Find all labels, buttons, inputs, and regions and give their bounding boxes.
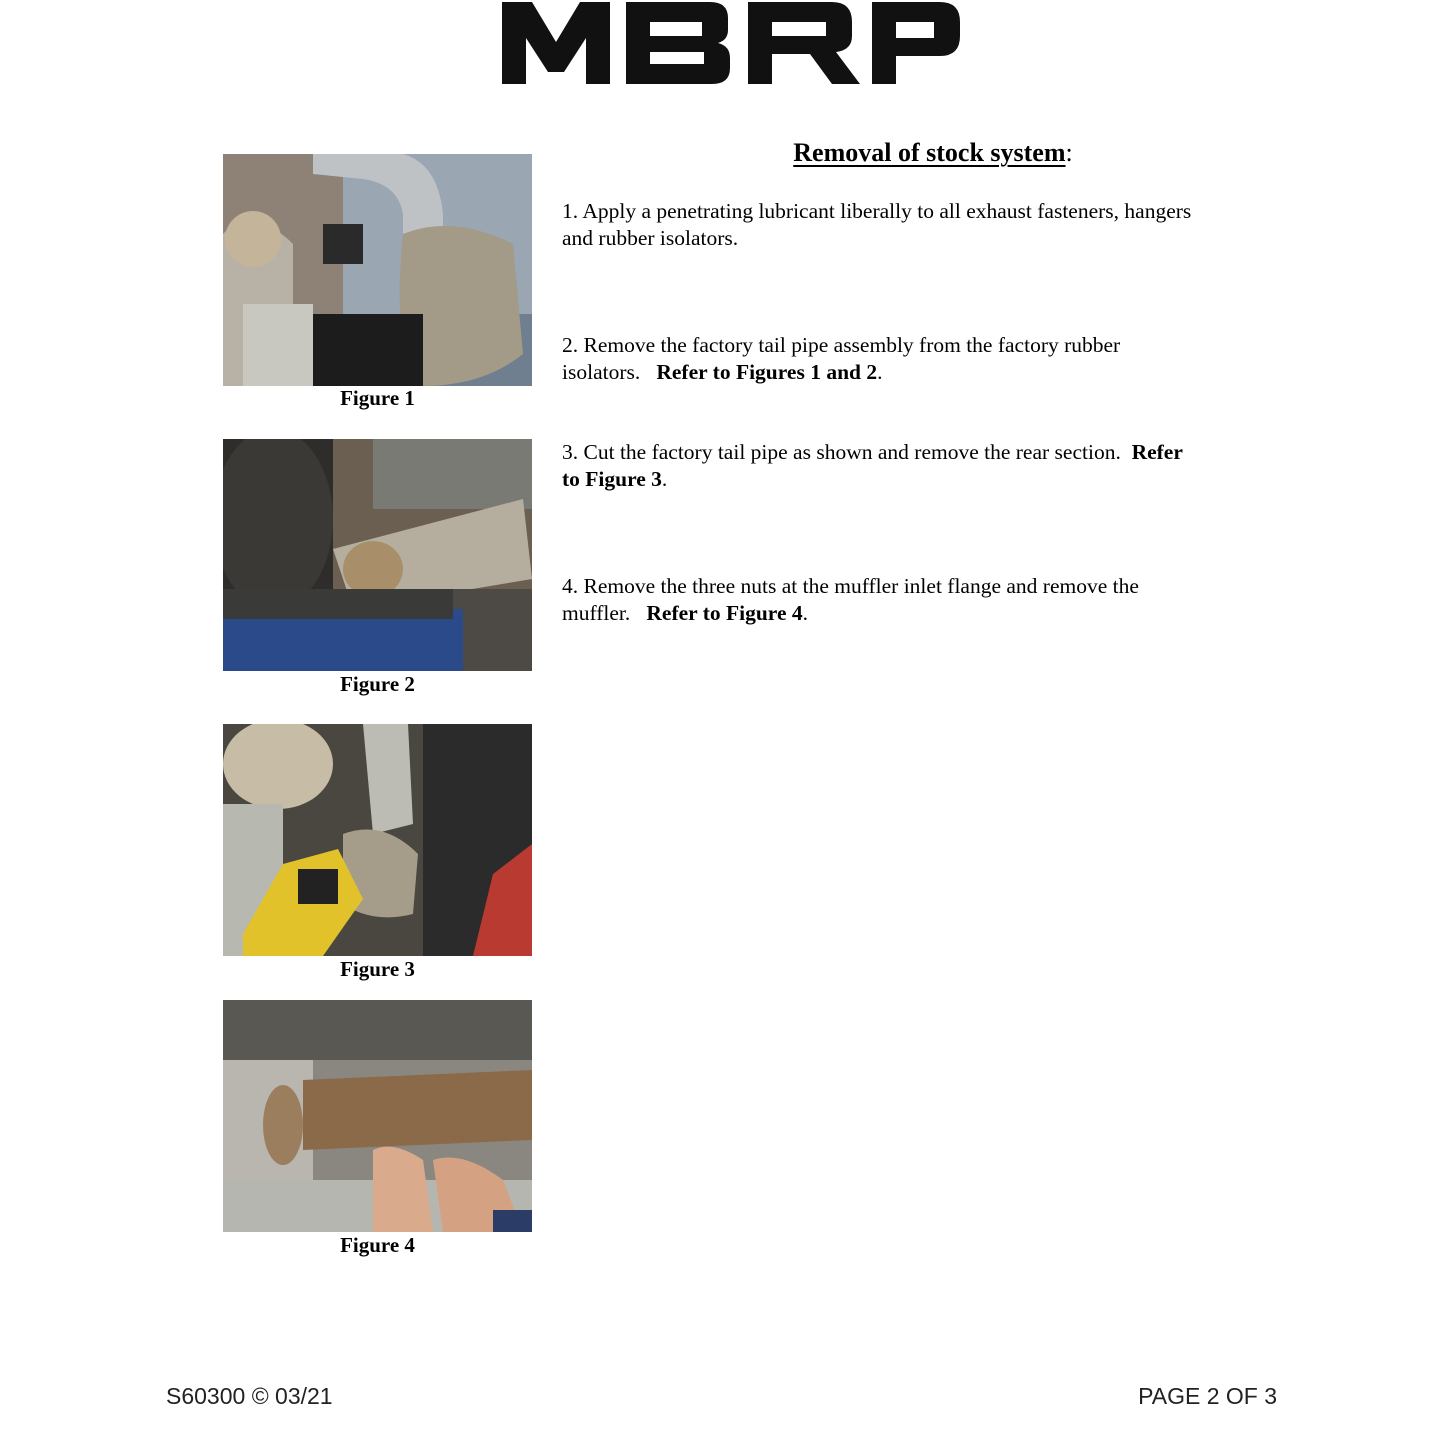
- step-2-line-2-text: isolators.: [562, 359, 657, 384]
- step-3-refer: Refer: [1131, 440, 1183, 464]
- step-2-figure-reference: Refer to Figures 1 and 2: [656, 359, 878, 384]
- step-3: [562, 439, 1262, 492]
- footer-doc-code: S60300 © 03/21: [166, 1383, 333, 1409]
- step-3-line-1: [562, 439, 1262, 466]
- step-1-line-1: 1. Apply a penetrating lubricant liberally to all exhaust fasteners, hangers: [562, 199, 1192, 223]
- step-3-line-2: [562, 466, 1262, 493]
- step-3-line-1-text: 3. Cut the factory tail pipe as shown and remove the rear section.: [562, 440, 1132, 464]
- step-4-period: .: [802, 600, 809, 625]
- step-4-line-2: [562, 600, 1262, 627]
- step-2-line-1: 2. Remove the factory tail pipe assembly from the factory rubber: [562, 333, 1121, 357]
- figure-1-caption: Figure 1: [340, 386, 415, 410]
- figure-3-caption: Figure 3: [340, 957, 415, 981]
- figure-1-photo: [223, 154, 532, 386]
- footer-page-number: PAGE 2 OF 3: [1138, 1383, 1277, 1409]
- step-2-period: .: [877, 359, 883, 384]
- step-1-line-2: and rubber isolators.: [562, 225, 739, 250]
- step-4: [562, 573, 1262, 626]
- figure-2-caption: Figure 2: [340, 672, 415, 696]
- figure-3-photo: [223, 724, 532, 956]
- section-title: [620, 138, 1246, 168]
- step-4-figure-reference: Refer to Figure 4: [646, 600, 803, 625]
- step-1: [562, 198, 1262, 251]
- figure-4-caption: Figure 4: [340, 1233, 415, 1257]
- step-4-line-1: 4. Remove the three nuts at the muffler inlet flange and remove the: [562, 574, 1139, 598]
- section-title-suffix: :: [1065, 138, 1073, 167]
- figure-2-photo: [223, 439, 532, 671]
- figure-4-photo: [223, 1000, 532, 1232]
- mbrp-logo: [498, 0, 964, 86]
- step-3-period: .: [661, 466, 668, 491]
- step-4-line-2-text: muffler.: [562, 600, 647, 625]
- step-3-figure-reference: to Figure 3: [562, 466, 662, 491]
- section-title-text: Removal of stock system: [793, 138, 1066, 167]
- step-2-line-2: [562, 359, 1262, 386]
- step-2: [562, 332, 1262, 385]
